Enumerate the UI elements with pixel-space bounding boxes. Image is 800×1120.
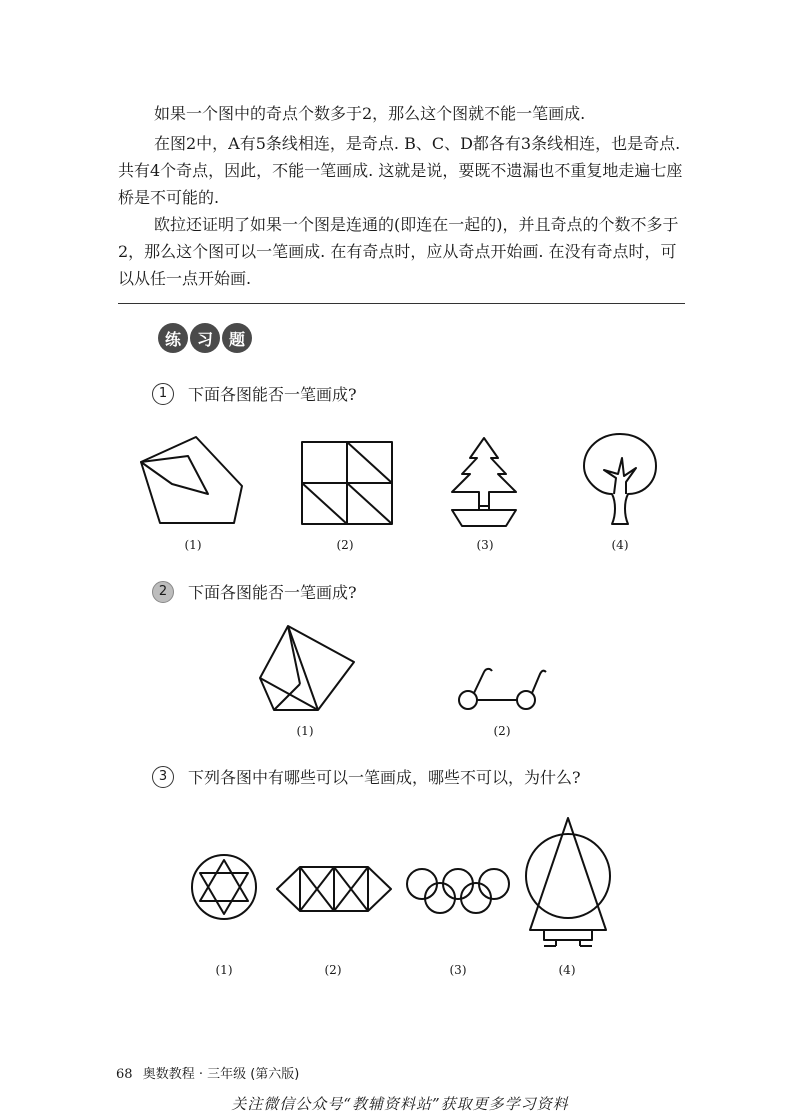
q3-caption-2: (2) (324, 963, 342, 977)
q3-figure-4-circle-triangle (522, 814, 614, 950)
badge-char-3: 题 (222, 323, 252, 353)
q1-caption-2: (2) (336, 538, 354, 552)
page-footer (116, 1063, 299, 1082)
q2-caption-2: (2) (493, 724, 511, 738)
question-1-text: 下面各图能否一笔画成? (188, 385, 357, 404)
book-title: 奥数教程 · 三年级 (第六版) (142, 1067, 300, 1082)
question-3-text: 下列各图中有哪些可以一笔画成，哪些不可以，为什么? (188, 768, 581, 787)
watermark-text: 关注微信公众号“教辅资料站”获取更多学习资料 (231, 1095, 569, 1113)
section-divider (118, 303, 685, 304)
paragraph-3: 欧拉还证明了如果一个图是连通的(即连在一起的)，并且奇点的个数不多于2，那么这个图可以一笔画成. 在有奇点时，应从奇点开始画. 在没有奇点时，可以从任一点开始画. (118, 215, 679, 288)
q1-caption-4: (4) (611, 538, 629, 552)
q3-caption-4: (4) (558, 963, 576, 977)
q3-figure-3-rings (404, 866, 514, 916)
question-2-heading (152, 580, 357, 603)
question-1-number: 1 (152, 383, 174, 405)
question-1-heading (152, 382, 357, 405)
q2-figure-2-glasses (456, 664, 548, 712)
paragraph-1: 如果一个图中的奇点个数多于2，那么这个图就不能一笔画成. (154, 104, 586, 123)
q1-figure-4-round-tree (578, 430, 664, 526)
question-3-heading (152, 765, 581, 788)
q1-figure-2-square (300, 440, 396, 526)
q2-caption-1: (1) (296, 724, 314, 738)
exercise-section-badge (158, 323, 252, 353)
q3-figure-2-crossed-boxes (274, 864, 394, 914)
q2-figure-1-pentagon (256, 622, 360, 714)
badge-char-1: 练 (158, 323, 188, 353)
question-2-number: 2 (152, 581, 174, 603)
q1-figure-3-tree (444, 436, 524, 532)
q1-figure-1-pentagon (138, 432, 248, 532)
question-3-number: 3 (152, 766, 174, 788)
badge-char-2: 习 (190, 323, 220, 353)
q3-figure-1-star-in-circle (189, 852, 259, 922)
q1-caption-1: (1) (184, 538, 202, 552)
question-2-text: 下面各图能否一笔画成? (188, 583, 357, 602)
page-number: 68 (116, 1067, 133, 1082)
q3-caption-3: (3) (449, 963, 467, 977)
q1-caption-3: (3) (476, 538, 494, 552)
q3-caption-1: (1) (215, 963, 233, 977)
paragraph-2: 在图2中，A有5条线相连，是奇点. B、C、D都各有3条线相连，也是奇点. 共有4个奇点，因此，不能一笔画成. 这就是说，要既不遗漏也不重复地走遍七座桥是不可能的. (118, 134, 683, 207)
